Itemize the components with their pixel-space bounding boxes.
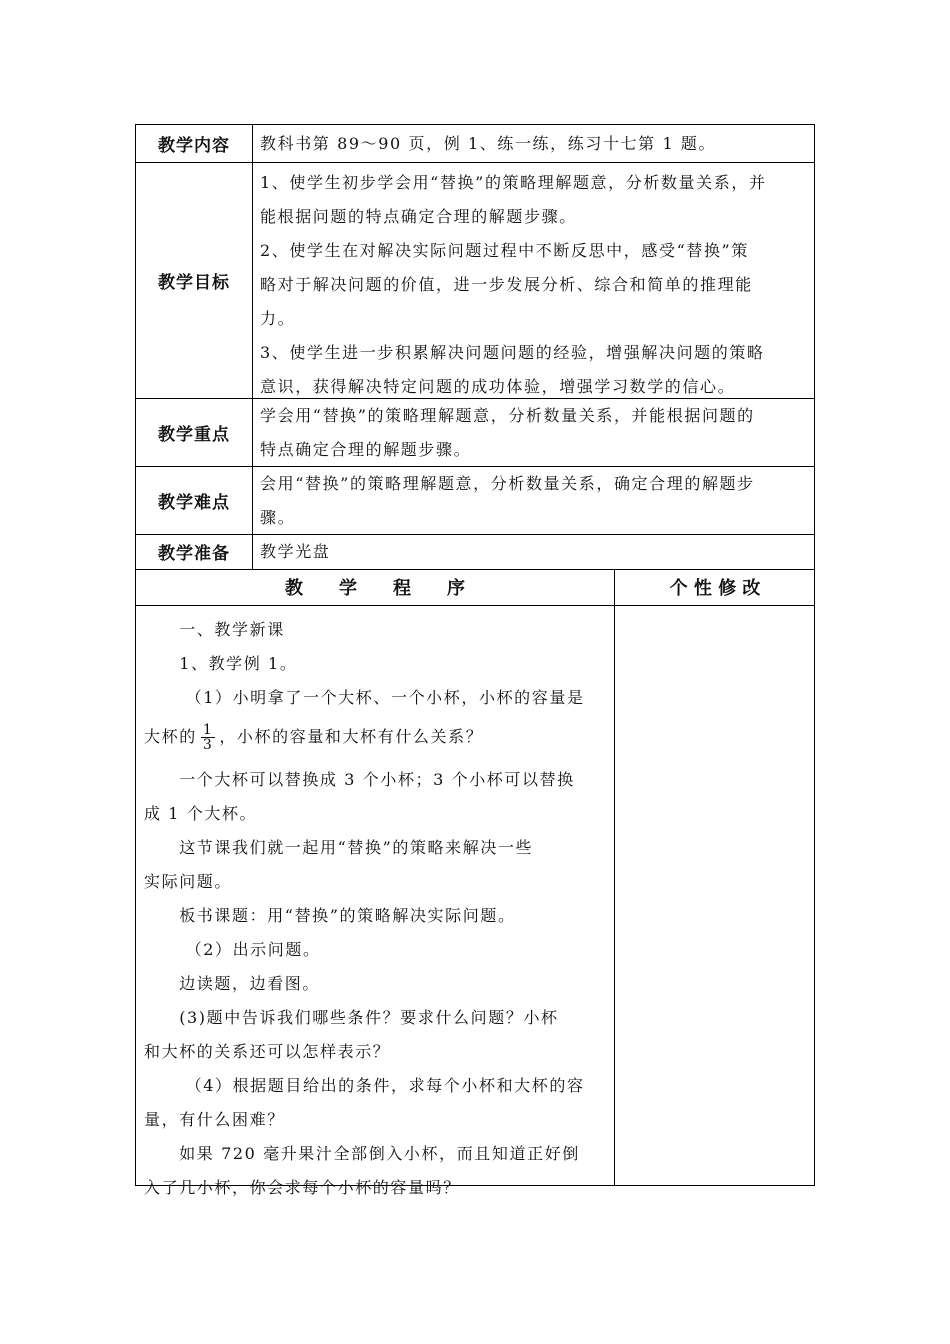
revision-notes-area [615,606,815,1184]
text-line: 一、教学新课 [179,620,285,639]
text-line: 实际问题。 [144,872,233,891]
text-line: 意识，获得解决特定问题的成功体验，增强学习数学的信心。 [260,377,736,396]
value-objectives [260,166,806,404]
text-line: 略对于解决问题的价值，进一步发展分析、综合和简单的推理能 [260,275,753,294]
text-line: 一个大杯可以替换成 3 个小杯；3 个小杯可以替换 [179,770,575,789]
text-line: 2、使学生在对解决实际问题过程中不断反思中，感受“替换”策 [260,241,749,260]
text-line: 边读题，边看图。 [179,974,320,993]
text-line: 1、教学例 1。 [179,654,298,673]
column-divider [252,125,253,569]
text-fragment: ，小杯的容量和大杯有什么关系？ [219,727,484,746]
text-line: 3、使学生进一步积累解决问题问题的经验，增强解决问题的策略 [260,343,765,362]
revision-header: 个 性 修 改 [669,578,761,599]
text-line: （4）根据题目给出的条件，求每个小杯和大杯的容 [185,1076,585,1095]
procedure-header: 教 学 程 序 [285,578,465,599]
text-line: 教科书第 89～90 页，例 1、练一练，练习十七第 1 题。 [260,134,717,153]
value-preparation [260,535,806,569]
label-objectives: 教学目标 [158,272,230,293]
text-line: 能根据问题的特点确定合理的解题步骤。 [260,207,577,226]
text-line: 教学光盘 [260,542,331,561]
text-line: 1、使学生初步学会用“替换”的策略理解题意，分析数量关系，并 [260,173,767,192]
text-line: 特点确定合理的解题步骤。 [260,440,472,459]
value-difficulties [260,467,806,535]
value-content [260,127,806,161]
lesson-plan-table [135,124,815,1197]
fraction-denominator: 3 [202,737,214,753]
label-preparation: 教学准备 [158,544,230,564]
text-line: 成 1 个大杯。 [144,804,258,823]
fraction-numerator: 1 [202,722,214,738]
label-key-points: 教学重点 [158,424,230,445]
text-line: 学会用“替换”的策略理解题意，分析数量关系，并能根据问题的 [260,406,755,425]
text-line: 量，有什么困难？ [144,1110,285,1129]
text-line: 骤。 [260,508,296,527]
text-line: 力。 [260,309,296,328]
text-line: 和大杯的关系还可以怎样表示？ [144,1042,391,1061]
text-line: (3)题中告诉我们哪些条件？要求什么问题？小杯 [179,1008,559,1027]
text-line: （2）出示问题。 [185,940,321,959]
text-fragment: 大杯的 [144,727,197,746]
text-line-with-fraction [144,715,610,759]
label-content: 教学内容 [158,136,230,156]
text-line: 会用“替换”的策略理解题意，分析数量关系，确定合理的解题步 [260,474,755,493]
value-key-points [260,399,806,467]
text-line: 板书课题：用“替换”的策略解决实际问题。 [179,906,516,925]
label-difficulties: 教学难点 [158,492,230,513]
text-line: 入了几小杯，你会求每个小杯的容量吗？ [144,1178,461,1197]
fraction-one-third [201,723,216,752]
text-line: （1）小明拿了一个大杯、一个小杯，小杯的容量是 [185,688,585,707]
procedure-content [144,613,610,1205]
text-line: 这节课我们就一起用“替换”的策略来解决一些 [179,838,534,857]
text-line: 如果 720 毫升果汁全部倒入小杯，而且知道正好倒 [179,1144,580,1163]
